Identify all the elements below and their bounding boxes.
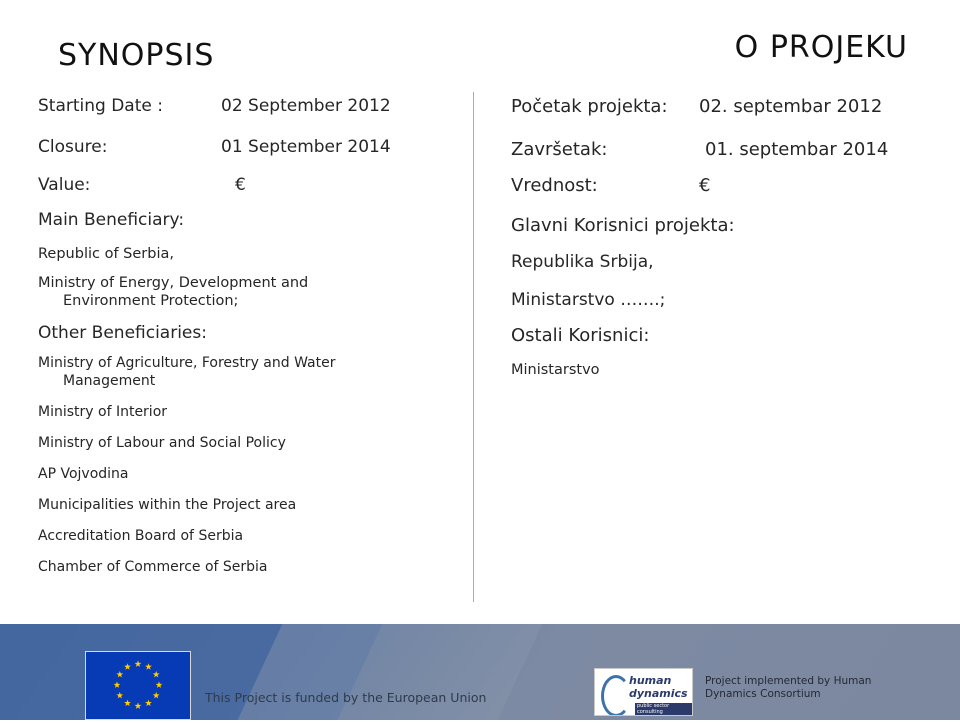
eu-star-icon [116,671,123,678]
vrednost-value: € [699,175,711,196]
eu-star-icon [114,681,121,688]
eu-star-icon [153,671,160,678]
ostali-korisnici-heading: Ostali Korisnici: [511,325,650,346]
zavrsetak-row [511,139,931,161]
eu-stars-icon [86,652,190,719]
human-dynamics-logo [594,668,693,716]
starting-date-value: 02 September 2012 [221,96,391,116]
eu-star-icon [135,702,142,709]
o-projeku-title: O PROJEKU [734,30,908,65]
eu-star-icon [124,663,131,670]
korisnik-item: Ministarstvo …….; [511,290,666,310]
starting-date-label: Starting Date : [38,96,163,116]
logo-tagline: public sector consulting [635,703,692,715]
glavni-korisnici-heading: Glavni Korisnici projekta: [511,215,735,236]
column-divider [473,92,474,602]
value-value: € [235,175,246,195]
value-row [38,175,448,196]
eu-star-icon [153,692,160,699]
beneficiary-item [38,354,448,390]
closure-label: Closure: [38,137,108,157]
eu-star-icon [124,700,131,707]
pocetak-row [511,96,931,118]
beneficiary-item: AP Vojvodina [38,466,129,482]
vrednost-row [511,175,931,197]
synopsis-column [38,96,448,576]
eu-star-icon [145,700,152,707]
beneficiary-item: Ministry of Interior [38,404,168,420]
zavrsetak-label: Završetak: [511,139,608,160]
eu-star-icon [156,681,163,688]
beneficiary-item: Republic of Serbia, [38,246,174,262]
korisnik-item: Ministarstvo [511,362,600,378]
beneficiary-item: Accreditation Board of Serbia [38,528,244,544]
other-beneficiaries-heading: Other Beneficiaries: [38,323,207,343]
pocetak-value: 02. septembar 2012 [699,96,883,117]
beneficiary-item: Municipalities within the Project area [38,497,297,513]
main-beneficiary-heading: Main Beneficiary: [38,210,185,230]
beneficiary-item: Chamber of Commerce of Serbia [38,559,268,575]
funded-by-eu-note: This Project is funded by the European Union [205,690,487,705]
vrednost-label: Vrednost: [511,175,598,196]
value-label: Value: [38,175,91,195]
synopsis-title: SYNOPSIS [58,38,215,73]
beneficiary-item [38,274,448,310]
swirl-icon [601,675,631,716]
logo-word-dynamics: dynamics [629,687,688,700]
pocetak-label: Početak projekta: [511,96,668,117]
implemented-by-note: Project implemented by Human Dynamics Consortium [705,675,872,700]
beneficiary-item-text: Ministry of Energy, Development and Environment Protection; [38,275,309,309]
eu-star-icon [135,660,142,667]
eu-star-icon [116,692,123,699]
beneficiary-item-text: Ministry of Agriculture, Forestry and Water Management [38,355,336,389]
eu-star-icon [145,663,152,670]
zavrsetak-value: 01. septembar 2014 [705,139,889,160]
starting-date-row [38,96,448,117]
closure-value: 01 September 2014 [221,137,391,157]
beneficiary-item: Ministry of Labour and Social Policy [38,435,286,451]
eu-flag-logo [85,651,191,720]
logo-word-human: human [629,674,672,687]
closure-row [38,137,448,158]
korisnik-item: Republika Srbija, [511,252,654,272]
o-projeku-column [511,96,931,379]
